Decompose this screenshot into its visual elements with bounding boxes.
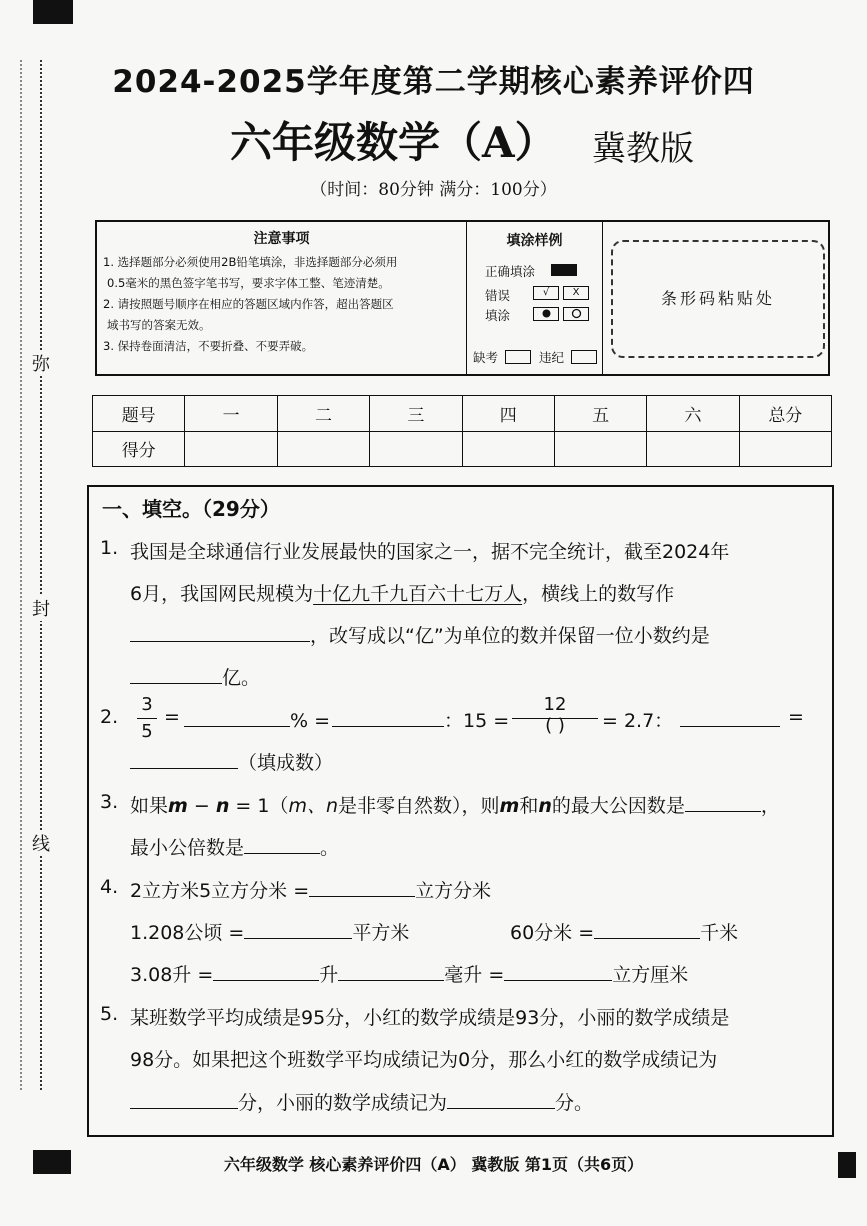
wrong-fill-label-1: 错误 (485, 288, 511, 303)
q5-text: 分，小丽的数学成绩记为 (238, 1092, 448, 1114)
score-input-cell[interactable] (185, 431, 277, 467)
binding-char-feng: 封 (28, 595, 54, 621)
page-footer: 六年级数学 核心素养评价四（A） 冀教版 第1页（共6页） (223, 1155, 644, 1174)
section-title: 一、填空。（29分） (102, 497, 280, 521)
table-cell: 总分 (739, 396, 831, 432)
q2-eq3: = (788, 706, 804, 728)
table-cell: 题号 (93, 396, 185, 432)
question-number: 1. (100, 537, 119, 559)
q1-line4 (130, 663, 260, 690)
time-info: （时间：80分钟 满分：100分） (310, 180, 557, 200)
notice-item: 3. 保持卷面清洁，不要折叠、不要弄破。 (103, 339, 314, 353)
q3-text: ， (760, 795, 780, 817)
binding-char-xian: 线 (28, 830, 54, 856)
q4-line2b (510, 918, 738, 945)
q4-text: 毫升 = (444, 964, 505, 986)
score-input-cell[interactable] (370, 431, 462, 467)
q4-text: 立方分米 (415, 880, 492, 902)
answer-blank[interactable] (213, 960, 319, 981)
q1-underlined-number: 十亿九千九百六十七万人 (313, 583, 523, 605)
binding-rule (40, 60, 42, 1090)
q2-percent: % = (290, 710, 331, 732)
answer-blank[interactable] (130, 748, 238, 769)
circle-mark-icon (563, 307, 589, 321)
notice-item: 域书写的答案无效。 (107, 318, 211, 332)
q2-eq2: = 2.7： (602, 710, 674, 732)
q3-minus: − (187, 795, 216, 817)
q4-line3 (130, 960, 688, 987)
fraction-denominator: 5 (141, 721, 153, 742)
answer-blank[interactable] (332, 706, 444, 727)
table-cell: 三 (370, 396, 462, 432)
answer-blank[interactable] (130, 1088, 238, 1109)
var-n: n (538, 795, 552, 817)
cross-mark-icon: X (563, 286, 589, 300)
corner-mark-top-left (33, 0, 73, 24)
answer-blank[interactable] (594, 918, 700, 939)
binding-line (10, 60, 50, 1090)
q3-line2 (130, 833, 339, 860)
answer-blank[interactable] (447, 1088, 555, 1109)
table-cell: 二 (277, 396, 369, 432)
q4-text: 3.08升 = (130, 964, 214, 986)
table-cell: 得分 (93, 431, 185, 467)
q4-text: 60分米 = (510, 922, 595, 944)
question-number: 4. (100, 876, 119, 898)
q5-line1: 某班数学平均成绩是95分，小红的数学成绩是93分，小丽的数学成绩是 (130, 1007, 730, 1029)
q1-line3-text: ，改写成以“亿”为单位的数并保留一位小数约是 (310, 625, 710, 647)
q2-line2 (130, 748, 333, 775)
answer-blank[interactable] (685, 791, 761, 812)
answer-blank[interactable] (309, 876, 415, 897)
answer-blank[interactable] (680, 706, 780, 727)
answer-blank[interactable] (130, 663, 222, 684)
q2-part3 (332, 706, 509, 733)
q3-text: = 1（ (229, 795, 289, 817)
q1-line2 (130, 579, 674, 606)
score-input-cell[interactable] (462, 431, 554, 467)
q3-text: 最小公倍数是 (130, 837, 245, 859)
table-cell: 五 (554, 396, 646, 432)
q3-line1 (130, 791, 780, 818)
answer-blank[interactable] (244, 833, 320, 854)
q2-part2 (184, 706, 330, 732)
table-cell: 四 (462, 396, 554, 432)
question-number: 3. (100, 791, 119, 813)
var-m: m (499, 795, 520, 817)
q3-text: 。 (320, 837, 340, 859)
subject-title: 六年级数学（A） (230, 118, 557, 167)
q4-text: 2立方米5立方分米 = (130, 880, 310, 902)
correct-fill-label: 正确填涂 (485, 264, 536, 279)
score-input-cell[interactable] (554, 431, 646, 467)
q4-text: 立方厘米 (612, 964, 689, 986)
q4-text: 1.208公顷 = (130, 922, 245, 944)
score-input-cell[interactable] (647, 431, 739, 467)
table-row (93, 431, 832, 467)
q2-eq1: = (164, 706, 180, 728)
question-number: 5. (100, 1003, 119, 1025)
q3-text: 如果 (130, 795, 169, 817)
q1-line2-b: ，横线上的数写作 (522, 583, 675, 605)
table-cell: 六 (647, 396, 739, 432)
q5-line2: 98分。如果把这个班数学平均成绩记为0分，那么小红的数学成绩记为 (130, 1049, 718, 1071)
check-mark-icon: √ (533, 286, 559, 300)
absent-checkbox (505, 350, 531, 364)
answer-blank[interactable] (184, 706, 290, 727)
q2-part5 (680, 706, 780, 732)
q4-text: 千米 (700, 922, 739, 944)
score-input-cell[interactable] (277, 431, 369, 467)
q3-text: 的最大公因数是 (551, 795, 685, 817)
q4-text: 升 (319, 964, 339, 986)
q1-line4-text: 亿。 (222, 667, 261, 689)
q1-line1: 我国是全球通信行业发展最快的国家之一，据不完全统计，截至2024年 (130, 541, 730, 563)
notice-box (95, 220, 830, 376)
fill-sample-title: 填涂样例 (506, 233, 563, 249)
score-table (92, 395, 832, 467)
fraction-numerator: 3 (141, 694, 153, 715)
fraction-numerator: 12 (543, 694, 567, 715)
barcode-area: 条形码粘贴处 (611, 240, 825, 358)
answer-blank[interactable] (338, 960, 444, 981)
var-mn: m、n (288, 795, 339, 817)
wrong-fill-label-2: 填涂 (485, 308, 511, 323)
var-n: n (215, 795, 230, 817)
notice-title: 注意事项 (253, 231, 310, 247)
q3-text: 和 (519, 795, 539, 817)
fill-sample-section (467, 222, 603, 374)
q2-tail: （填成数） (238, 752, 334, 774)
q1-line3 (130, 621, 710, 648)
edition-label: 冀教版 (592, 129, 694, 169)
notice-item: 2. 请按照题号顺序在相应的答题区域内作答，超出答题区 (103, 297, 394, 311)
q2-ratio: ：15 = (444, 710, 510, 732)
binding-char-mi: 弥 (28, 350, 54, 376)
question-number: 2. (100, 706, 119, 728)
notice-section (97, 222, 467, 374)
q5-line3 (130, 1088, 593, 1115)
violation-checkbox (571, 350, 597, 364)
q3-text: 是非零自然数），则 (338, 795, 500, 817)
q4-text: 平方米 (352, 922, 410, 944)
exam-title: 2024-2025学年度第二学期核心素养评价四 (112, 64, 755, 100)
absent-label: 缺考 (473, 350, 499, 365)
dot-mark-icon (533, 307, 559, 321)
fraction-bar (137, 718, 157, 719)
answer-blank[interactable] (504, 960, 612, 981)
correct-fill-mark (551, 264, 577, 276)
q5-text: 分。 (555, 1092, 594, 1114)
notice-item: 0.5毫米的黑色签字笔书写，要求字体工整、笔迹清楚。 (107, 276, 390, 290)
answer-blank[interactable] (130, 621, 310, 642)
q1-line2-a: 6月，我国网民规模为 (130, 583, 314, 605)
notice-item: 1. 选择题部分必须使用2B铅笔填涂，非选择题部分必须用 (103, 255, 398, 269)
score-input-cell[interactable] (739, 431, 831, 467)
q4-line1 (130, 876, 491, 903)
table-cell: 一 (185, 396, 277, 432)
fraction-denominator-blank[interactable]: ( ) (545, 715, 565, 736)
answer-blank[interactable] (244, 918, 352, 939)
binding-dots (20, 60, 22, 1090)
table-row (93, 396, 832, 432)
violation-label: 违纪 (539, 350, 565, 365)
var-m: m (168, 795, 188, 817)
q4-line2a (130, 918, 409, 945)
